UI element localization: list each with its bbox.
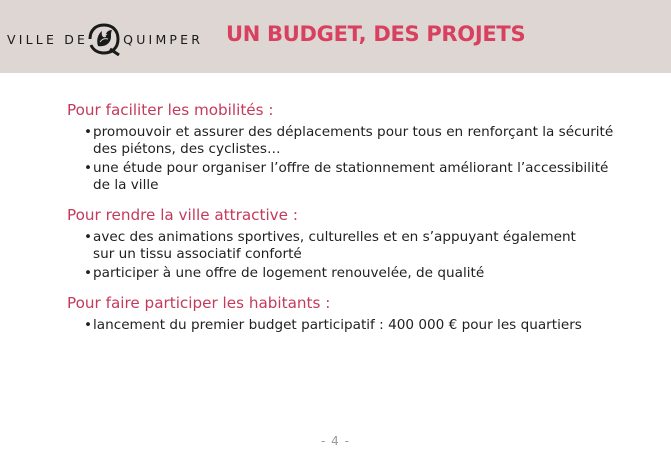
section-title: Pour faire participer les habitants : [67, 294, 331, 312]
list-item-text-continued: de la ville [93, 177, 159, 193]
quimper-emblem-icon [86, 22, 122, 56]
list-item [67, 160, 647, 194]
bullet-list [67, 124, 647, 194]
bullet-list [67, 229, 647, 282]
bullet-icon: • [84, 160, 93, 176]
logo-text-right: QUIMPER [123, 31, 204, 47]
section-mobilites [67, 100, 647, 194]
content-area [67, 100, 647, 345]
list-item-text-continued: sur un tissu associatif conforté [93, 246, 302, 262]
section-title: Pour rendre la ville attractive : [67, 206, 298, 224]
list-item [67, 124, 647, 158]
logo-text-left: VILLE DE [7, 31, 89, 47]
bullet-icon: • [84, 317, 93, 333]
page-number: - 4 - [321, 434, 350, 448]
list-item-text: une étude pour organiser l’offre de stationnement améliorant l’accessibilité [93, 160, 609, 176]
list-item-text: participer à une offre de logement renouvelée, de qualité [93, 265, 485, 281]
section-habitants [67, 293, 647, 334]
bullet-list [67, 317, 647, 334]
list-item-text: promouvoir et assurer des déplacements pour tous en renforçant la sécurité [93, 124, 614, 140]
ville-de-quimper-logo [7, 22, 203, 56]
bullet-icon: • [84, 265, 93, 281]
list-item [67, 265, 647, 282]
page-title: UN BUDGET, DES PROJETS [226, 22, 526, 46]
list-item [67, 229, 647, 263]
section-attractive [67, 205, 647, 282]
list-item [67, 317, 647, 334]
section-title: Pour faciliter les mobilités : [67, 101, 274, 119]
header-bar [0, 0, 671, 73]
bullet-icon: • [84, 124, 93, 140]
bullet-icon: • [84, 229, 93, 245]
list-item-text: avec des animations sportives, culturelles et en s’appuyant également [93, 229, 576, 245]
list-item-text: lancement du premier budget participatif : 400 000 € pour les quartiers [93, 317, 582, 333]
list-item-text-continued: des piétons, des cyclistes… [93, 141, 281, 157]
